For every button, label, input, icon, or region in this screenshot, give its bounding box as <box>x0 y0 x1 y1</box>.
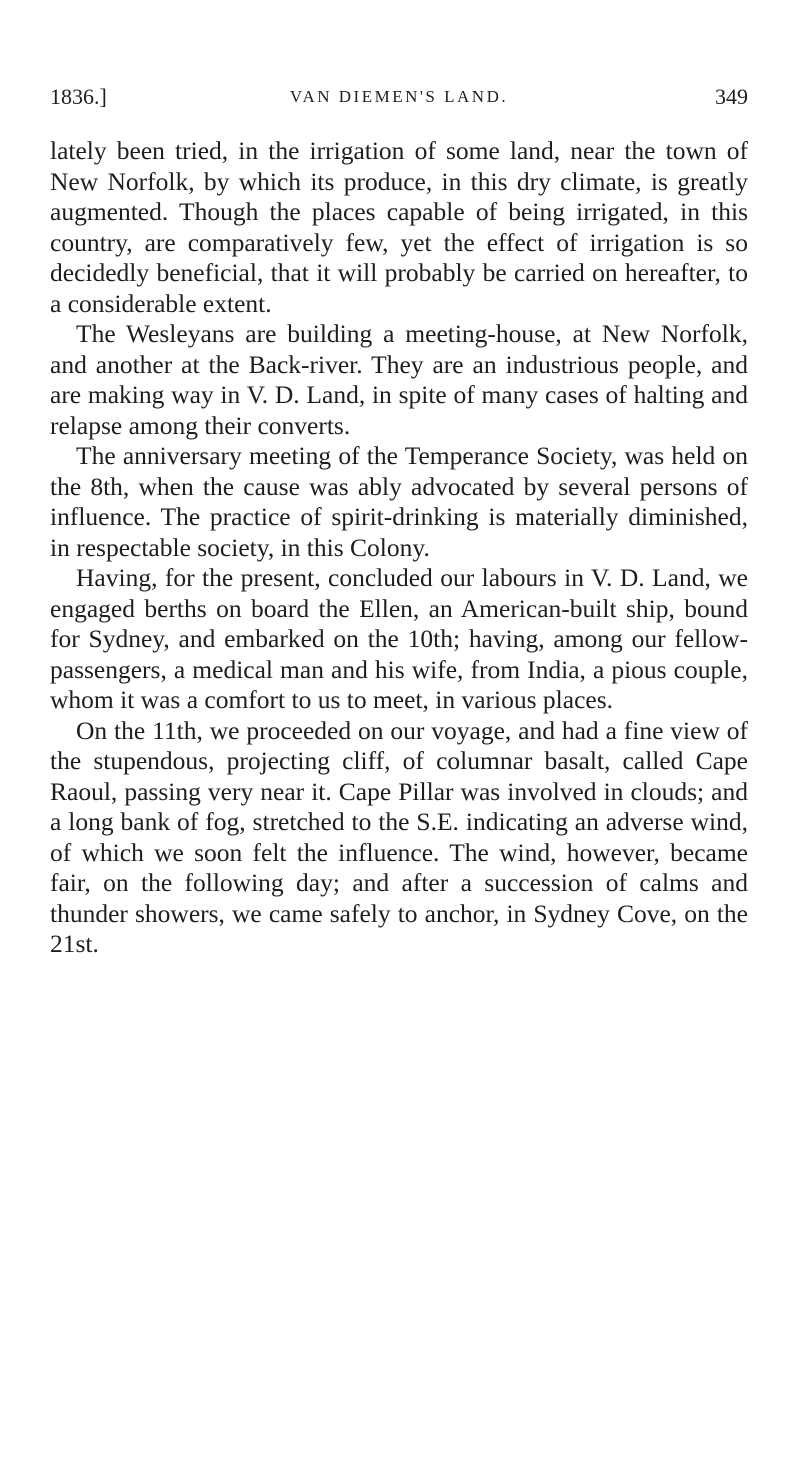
body-text <box>50 136 748 960</box>
paragraph-continued: lately been tried, in the irrigation of some land, near the town of New Norfolk, by which its produce, in this dry climate, is greatly augmented. Though the places capable of being irrigated, in this country, are comparatively few, yet the effect of irrigation is so decidedly beneficial, that it will probably be carried on hereafter, to a considerable extent. <box>50 136 748 318</box>
paragraph-temperance-society: The anniversary meeting of the Temperance Society, was held on the 8th, when the cause was ably advocated by several persons of influence. The practice of spirit-drinking is materially diminished, in respectable society, in this Colony. <box>50 441 748 562</box>
running-head <box>50 80 748 114</box>
running-head-year: 1836.] <box>50 84 107 109</box>
paragraph-voyage: On the 11th, we proceeded on our voyage, and had a fine view of the stupendous, projecting cliff, of columnar basalt, called Cape Raoul, passing very near it. Cape Pillar was involved in clouds; and a long bank of fog, stretched to the S.E. indicating an adverse wind, of which we soon felt the influence. The wind, however, became fair, on the following day; and after a succession of calms and thunder showers, we came safely to anchor, in Sydney Cove, on the 21st. <box>50 715 748 958</box>
paragraph-departure: Having, for the present, concluded our labours in V. D. Land, we engaged berths on board the Ellen, an American-built ship, bound for Sydney, and embarked on the 10th; having, among our fellow-passengers, a medical man and his wife, from India, a pious couple, whom it was a comfort to us to meet, in various places. <box>50 563 748 714</box>
running-head-title: VAN DIEMEN'S LAND. <box>289 87 509 106</box>
book-page <box>50 80 748 960</box>
page-number: 349 <box>715 84 748 109</box>
paragraph-wesleyans: The Wesleyans are building a meeting-house, at New Norfolk, and another at the Back-river. They are an industrious people, and are making way in V. D. Land, in spite of many cases of halting and relapse among their converts. <box>50 319 748 440</box>
